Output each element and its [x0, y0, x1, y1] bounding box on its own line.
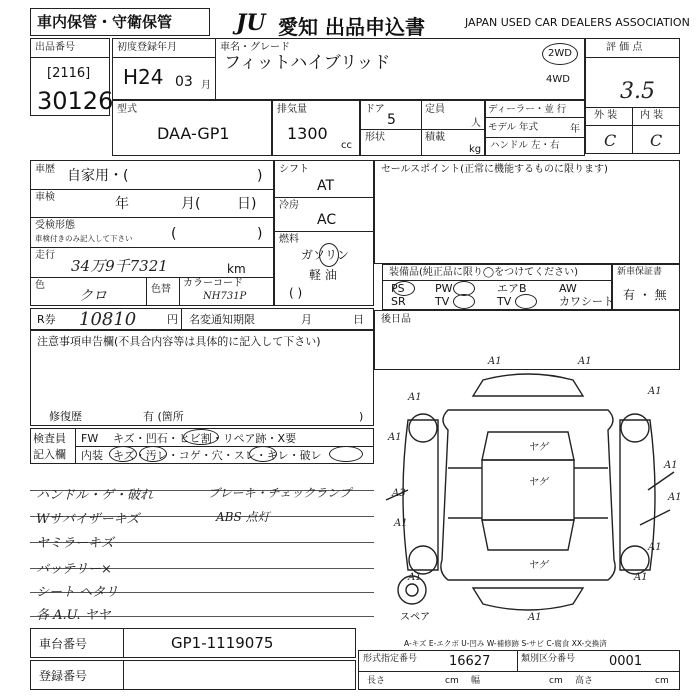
recycle-box — [30, 308, 374, 330]
reg-month-unit: 月 — [201, 80, 211, 91]
capacity-unit: 人 — [471, 118, 481, 129]
shape-label: 形状 — [365, 132, 385, 143]
color-value: クロ — [79, 288, 107, 304]
reg-month: 03 — [175, 74, 193, 90]
warranty-box — [612, 264, 680, 310]
model-year-label: モデル 年式 — [488, 122, 539, 133]
damage-legend — [404, 638, 607, 649]
type-label: 形式指定番号 — [363, 654, 418, 664]
inspect-year: 年 — [115, 196, 129, 212]
diagram-front — [473, 374, 583, 396]
mark-15: ヤゲ — [528, 477, 548, 488]
notice-label: 名変通知期限 — [189, 313, 255, 326]
width-label: 幅 — [471, 676, 481, 686]
equipment-item: AW — [559, 282, 577, 295]
handle-label: ハンドル 左・右 — [490, 140, 560, 151]
note-line-5: シート ヘタリ — [36, 585, 119, 600]
equipment-circle — [515, 294, 537, 309]
type-value: 16627 — [449, 654, 491, 669]
mark-16: ヤゲ — [528, 560, 548, 571]
width-unit: cm — [549, 676, 563, 686]
mark-3: A1 — [408, 392, 422, 403]
ext-label: 外 装 — [594, 110, 618, 121]
mileage-value: 34万9千7321 — [71, 257, 168, 275]
history-label: 車歴 — [35, 164, 55, 175]
mark-13: A1 — [528, 612, 542, 623]
name-label: 車名・グレード — [220, 42, 290, 53]
int-label: 内 装 — [640, 110, 664, 121]
note-line-1: ハンドル・ゲ・破れ — [36, 488, 154, 503]
equipment-item: カワシート — [559, 295, 614, 308]
equipment-circle — [453, 294, 475, 309]
inspect-label: 車検 — [35, 192, 55, 203]
lot-number-box — [30, 38, 114, 116]
inspect-month: 月( — [181, 196, 201, 212]
inspector-label: 検査員 — [33, 432, 66, 445]
registration-box — [30, 660, 356, 690]
wheel-fr — [621, 414, 649, 442]
displacement-unit: cc — [341, 140, 352, 151]
selling-points-box — [374, 160, 680, 264]
length-label: 長さ — [367, 676, 386, 686]
reg-label: 初度登録年月 — [117, 42, 177, 53]
equipment-item: PS — [391, 282, 405, 295]
recycle-value: 10810 — [79, 309, 137, 330]
history-close: ) — [257, 168, 263, 184]
car-damage-diagram — [378, 350, 680, 640]
int-circle-3 — [249, 446, 277, 462]
fw-label: FW — [81, 432, 99, 445]
mark-11: A1 — [408, 572, 422, 583]
accept-paren: ( — [171, 226, 177, 242]
note-line-6: 各 A.U. ヤヤ — [36, 608, 111, 623]
history-value: 自家用・( — [67, 168, 129, 184]
ju-logo — [236, 10, 266, 36]
later-items-label: 後日品 — [381, 314, 411, 325]
recycle-label: R券 — [37, 313, 56, 326]
doors-value: 5 — [387, 112, 396, 128]
mark-8: A1 — [668, 492, 682, 503]
spare-label: スペア — [400, 612, 430, 623]
reg-date-box — [112, 38, 216, 100]
accept-close: ) — [257, 226, 263, 242]
score-label: 評 価 点 — [606, 42, 643, 53]
ju-logo-text: JU — [236, 10, 266, 36]
lot-small: [2116] — [47, 66, 91, 81]
displacement-box — [272, 100, 360, 156]
interior-items: キズ・汚レ・コゲ・穴・スレ・キレ・破レ — [113, 449, 322, 462]
history-box — [30, 160, 274, 306]
mileage-label: 走行 — [35, 250, 55, 261]
note-right-2: ABS 点灯 — [216, 510, 270, 524]
ac-label: 冷房 — [279, 200, 299, 211]
repair-value: 有 (箇所 — [143, 410, 184, 423]
height-label: 高さ — [575, 676, 594, 686]
model-year-unit: 年 — [570, 124, 580, 135]
ext-value: C — [604, 131, 617, 150]
mark-2: A1 — [578, 356, 592, 367]
notes-box — [30, 330, 374, 426]
repair-label: 修復歴 — [49, 410, 82, 423]
warranty-label: 新車保証書 — [617, 267, 663, 277]
org-title-text: 愛知 出品申込書 — [278, 15, 425, 39]
shift-label: シフト — [279, 164, 309, 175]
dealer-label: ディーラー・並 行 — [488, 104, 567, 115]
mark-12: A1 — [634, 572, 648, 583]
recycle-unit: 円 — [167, 313, 178, 326]
color-swap-label: 色替 — [151, 284, 171, 295]
car-name: フィットハイブリッド — [224, 53, 391, 73]
mark-5: A1 — [388, 432, 402, 443]
equipment-item: PW — [435, 282, 453, 295]
fw-items: キズ・凹石・ヒビ割・リペア跡・X要 — [113, 432, 297, 445]
displacement-label: 排気量 — [277, 104, 307, 115]
diagram-rear-window — [482, 520, 574, 550]
model-label: 型式 — [117, 104, 137, 115]
chassis-label: 車台番号 — [39, 637, 88, 651]
mark-6: A1 — [664, 460, 678, 471]
org-english-text: JAPAN USED CAR DEALERS ASSOCIATION — [465, 16, 690, 29]
displacement-value: 1300 — [287, 124, 328, 143]
doors-box — [360, 100, 485, 156]
equipment-item: エアB — [497, 282, 527, 295]
diagram-left-side — [403, 420, 438, 570]
storage-badge — [30, 8, 210, 36]
equipment-item: TV — [497, 295, 512, 308]
equipment-box — [382, 264, 612, 310]
org-english — [465, 16, 690, 29]
doors-label: ドア — [365, 104, 385, 115]
mark-14: ヤゲ — [528, 442, 548, 453]
class-value: 0001 — [609, 654, 643, 669]
accept-note: 車検付きのみ記入して下さい — [35, 234, 133, 243]
length-unit: cm — [445, 676, 459, 686]
diagram-rear — [473, 588, 583, 610]
score-box — [585, 38, 680, 154]
ac-value: AC — [317, 212, 337, 228]
equipment-circle — [393, 281, 415, 296]
fuel-paren: ( ) — [289, 286, 303, 300]
accept-label: 受検形態 — [35, 220, 75, 231]
reg-era: H24 — [123, 65, 164, 89]
fuel-gasoline-circle — [319, 243, 339, 267]
int-circle-2 — [139, 446, 167, 462]
mark-10: A1 — [648, 542, 662, 553]
handwritten-notes — [30, 468, 374, 623]
fuel-value: ガソリン — [301, 248, 350, 262]
diagram-roof — [482, 460, 574, 520]
notice-month: 月 — [301, 313, 312, 326]
notice-day: 日 — [353, 313, 364, 326]
warranty-value: 有 ・ 無 — [623, 288, 667, 302]
height-unit: cm — [655, 676, 669, 686]
color-code-value: NH731P — [203, 291, 247, 302]
registration-label: 登録番号 — [39, 669, 88, 683]
note-right-1: ブレーキ・チェックランプ — [208, 486, 352, 500]
drivetrain-box — [274, 160, 374, 306]
diagram-body — [441, 410, 615, 580]
note-line-2: Wサバイザーキズ — [36, 512, 140, 527]
note-line-3: ヤミラーキズ — [36, 536, 114, 551]
repair-close: ) — [359, 410, 364, 423]
color-label: 色 — [35, 280, 45, 291]
chassis-value: GP1-1119075 — [171, 634, 274, 652]
mark-4: A1 — [648, 386, 662, 397]
load-unit: kg — [469, 144, 482, 155]
score-value: 3.5 — [620, 79, 655, 104]
mileage-unit: km — [227, 262, 246, 276]
inspection-rows — [30, 428, 374, 464]
load-label: 積載 — [425, 132, 445, 143]
fuel-diesel: 軽 油 — [309, 268, 337, 282]
equipment-item: SR — [391, 295, 406, 308]
int-circle-1 — [109, 446, 137, 462]
entry-label: 記入欄 — [33, 448, 66, 461]
inspect-day: 日) — [237, 196, 257, 212]
interior-label: 内装 — [81, 449, 103, 462]
model-value: DAA-GP1 — [157, 124, 230, 143]
int-value: C — [650, 131, 663, 150]
notes-title: 注意事項申告欄(不具合内容等は具体的に記入して下さい) — [37, 335, 321, 348]
drive-4wd: 4WD — [546, 74, 570, 85]
chassis-box — [30, 628, 356, 658]
fw-circle-1 — [183, 429, 219, 445]
type-box — [358, 650, 680, 690]
car-name-box — [215, 38, 585, 100]
drive-2wd: 2WD — [548, 48, 572, 59]
org-title — [278, 11, 425, 40]
model-box — [112, 100, 272, 156]
storage-badge-text: 車内保管・守衛保管 — [37, 13, 173, 31]
fuel-label: 燃料 — [279, 234, 299, 245]
dealer-box — [485, 100, 585, 156]
color-code-label: カラーコード — [183, 278, 243, 289]
equipment-title: 装備品(純正品に限り◯をつけてください) — [389, 267, 578, 278]
damage-legend-text: A-キズ E-エクボ U-凹み W-補修跡 S-サビ C-腐食 XX-交換済 — [404, 639, 607, 648]
mark-9: A1 — [394, 518, 408, 529]
note-line-4: バッテリー× — [36, 562, 112, 577]
selling-title: セールスポイント(正常に機能するものに限ります) — [381, 164, 608, 175]
lot-label: 出品番号 — [35, 42, 75, 53]
mark-1: A1 — [488, 356, 502, 367]
mark-7: A3 — [392, 488, 406, 499]
shift-value: AT — [317, 178, 335, 194]
capacity-label: 定員 — [425, 104, 445, 115]
equipment-item: TV — [435, 295, 450, 308]
lot-number: 30126 — [37, 87, 114, 115]
class-label: 類別区分番号 — [521, 654, 576, 664]
int-circle-4 — [329, 446, 363, 462]
wheel-fl — [409, 414, 437, 442]
